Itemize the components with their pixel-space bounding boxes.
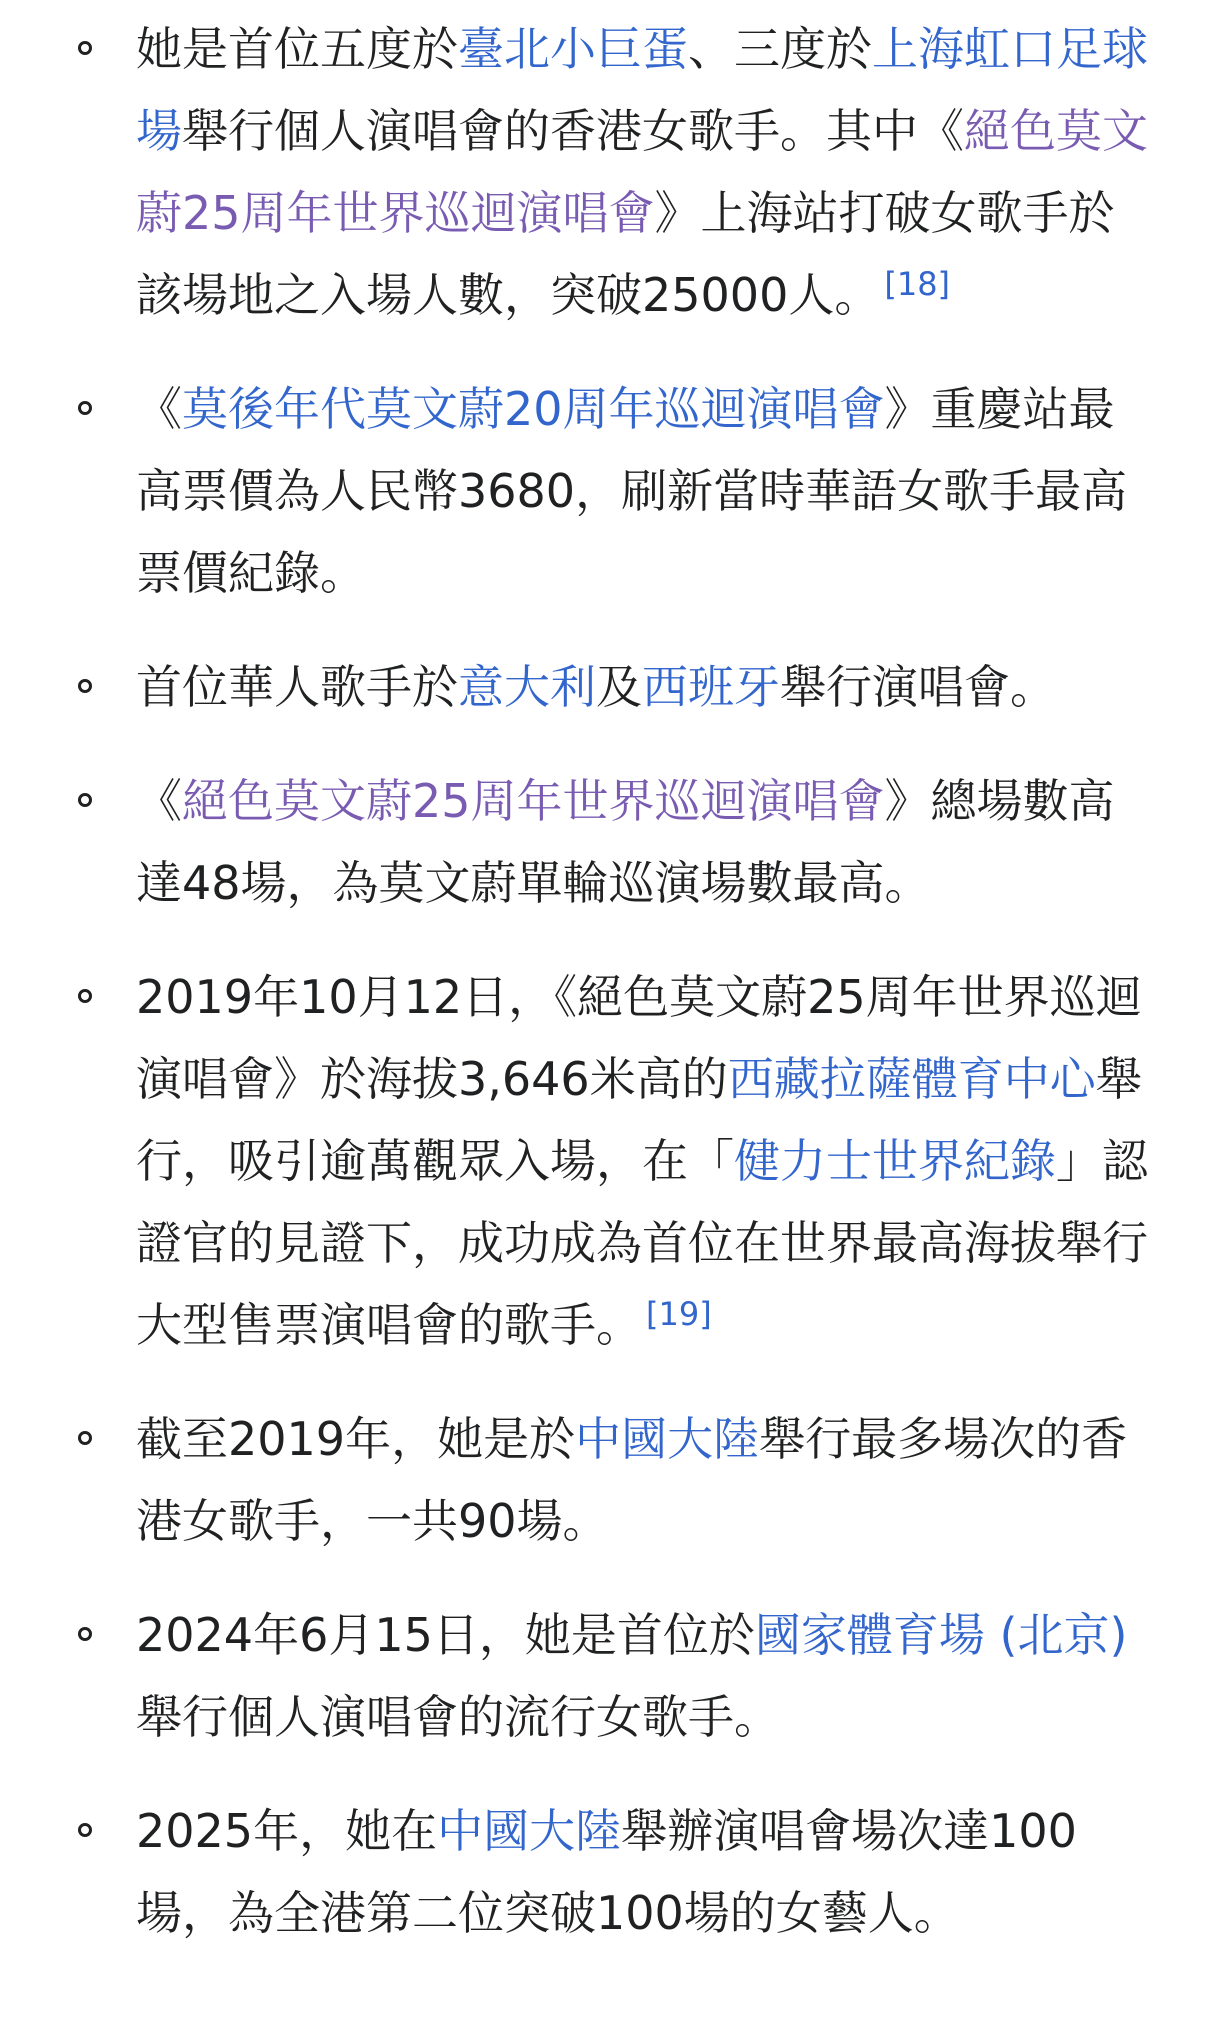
wiki-link[interactable]: 臺北小巨蛋 xyxy=(458,22,688,76)
body-text: 舉行最多場次的香港女歌手，一共90場。 xyxy=(136,1412,1128,1548)
body-text: 》總場數高達48場，為莫文蔚單輪巡演場數最高。 xyxy=(136,774,1115,910)
wiki-link[interactable]: 西藏拉薩體育中心 xyxy=(727,1052,1096,1106)
list-item xyxy=(0,646,1206,728)
citation-reference[interactable]: [19] xyxy=(646,1294,712,1333)
bullet-circle-icon xyxy=(78,41,92,55)
wiki-link[interactable]: 絕色莫文蔚25周年世界巡迴演唱會 xyxy=(136,104,1148,240)
body-text: 舉行個人演唱會的香港女歌手。其中《 xyxy=(182,104,964,158)
citation-reference[interactable]: [18] xyxy=(884,264,951,303)
bullet-circle-icon xyxy=(78,1431,92,1445)
body-text: 」認證官的見證下，成功成為首位在世界最高海拔舉行大型售票演唱會的歌手。 xyxy=(136,1134,1148,1352)
list-item xyxy=(0,760,1206,924)
body-text: 2025年，她在 xyxy=(136,1804,438,1858)
list-item xyxy=(0,956,1206,1366)
body-text: 及 xyxy=(596,660,642,714)
body-text: 她是首位五度於 xyxy=(136,22,458,76)
body-text: 舉行，吸引逾萬觀眾入場，在「 xyxy=(136,1052,1142,1188)
body-text: 2024年6月15日，她是首位於 xyxy=(136,1608,755,1662)
body-text: 》重慶站最高票價為人民幣3680，刷新當時華語女歌手最高票價紀錄。 xyxy=(136,382,1128,600)
body-text: 、三度於 xyxy=(688,22,872,76)
wiki-link[interactable]: 中國大陸 xyxy=(437,1804,622,1858)
body-text: 2019年10月12日，《絕色莫文蔚25周年世界巡迴演唱會》於海拔3,646米高的 xyxy=(136,970,1142,1106)
wiki-link[interactable]: 絕色莫文蔚25周年世界巡迴演唱會 xyxy=(182,774,885,828)
body-text: 舉行演唱會。 xyxy=(780,660,1056,714)
body-text: 《 xyxy=(136,382,182,436)
list-item xyxy=(0,368,1206,614)
bullet-circle-icon xyxy=(78,401,92,415)
body-text: 舉辦演唱會場次達100場，為全港第二位突破100場的女藝人。 xyxy=(136,1804,1077,1940)
wiki-link[interactable]: 健力士世界紀錄 xyxy=(734,1134,1056,1188)
bullet-circle-icon xyxy=(78,679,92,693)
bullet-circle-icon xyxy=(78,1823,92,1837)
wiki-link[interactable]: 意大利 xyxy=(458,660,596,714)
list-item xyxy=(0,1790,1206,1954)
bullet-circle-icon xyxy=(78,793,92,807)
list-item xyxy=(0,1398,1206,1562)
bullet-circle-icon xyxy=(78,1627,92,1641)
wiki-link[interactable]: 西班牙 xyxy=(642,660,780,714)
wiki-link[interactable]: 上海虹口足球場 xyxy=(136,22,1148,158)
body-text: 舉行個人演唱會的流行女歌手。 xyxy=(136,1690,780,1744)
wiki-link[interactable]: 國家體育場 (北京) xyxy=(754,1608,1128,1662)
list-item xyxy=(0,8,1206,336)
wiki-link[interactable]: 莫後年代莫文蔚20周年巡迴演唱會 xyxy=(182,382,885,436)
body-text: 截至2019年，她是於 xyxy=(136,1412,576,1466)
wiki-link[interactable]: 中國大陸 xyxy=(575,1412,760,1466)
bullet-circle-icon xyxy=(78,989,92,1003)
body-text: 首位華人歌手於 xyxy=(136,660,458,714)
body-text: 《 xyxy=(136,774,182,828)
body-text: 》上海站打破女歌手於該場地之入場人數，突破25000人。 xyxy=(136,186,1115,322)
achievement-list xyxy=(0,8,1206,1954)
list-item xyxy=(0,1594,1206,1758)
